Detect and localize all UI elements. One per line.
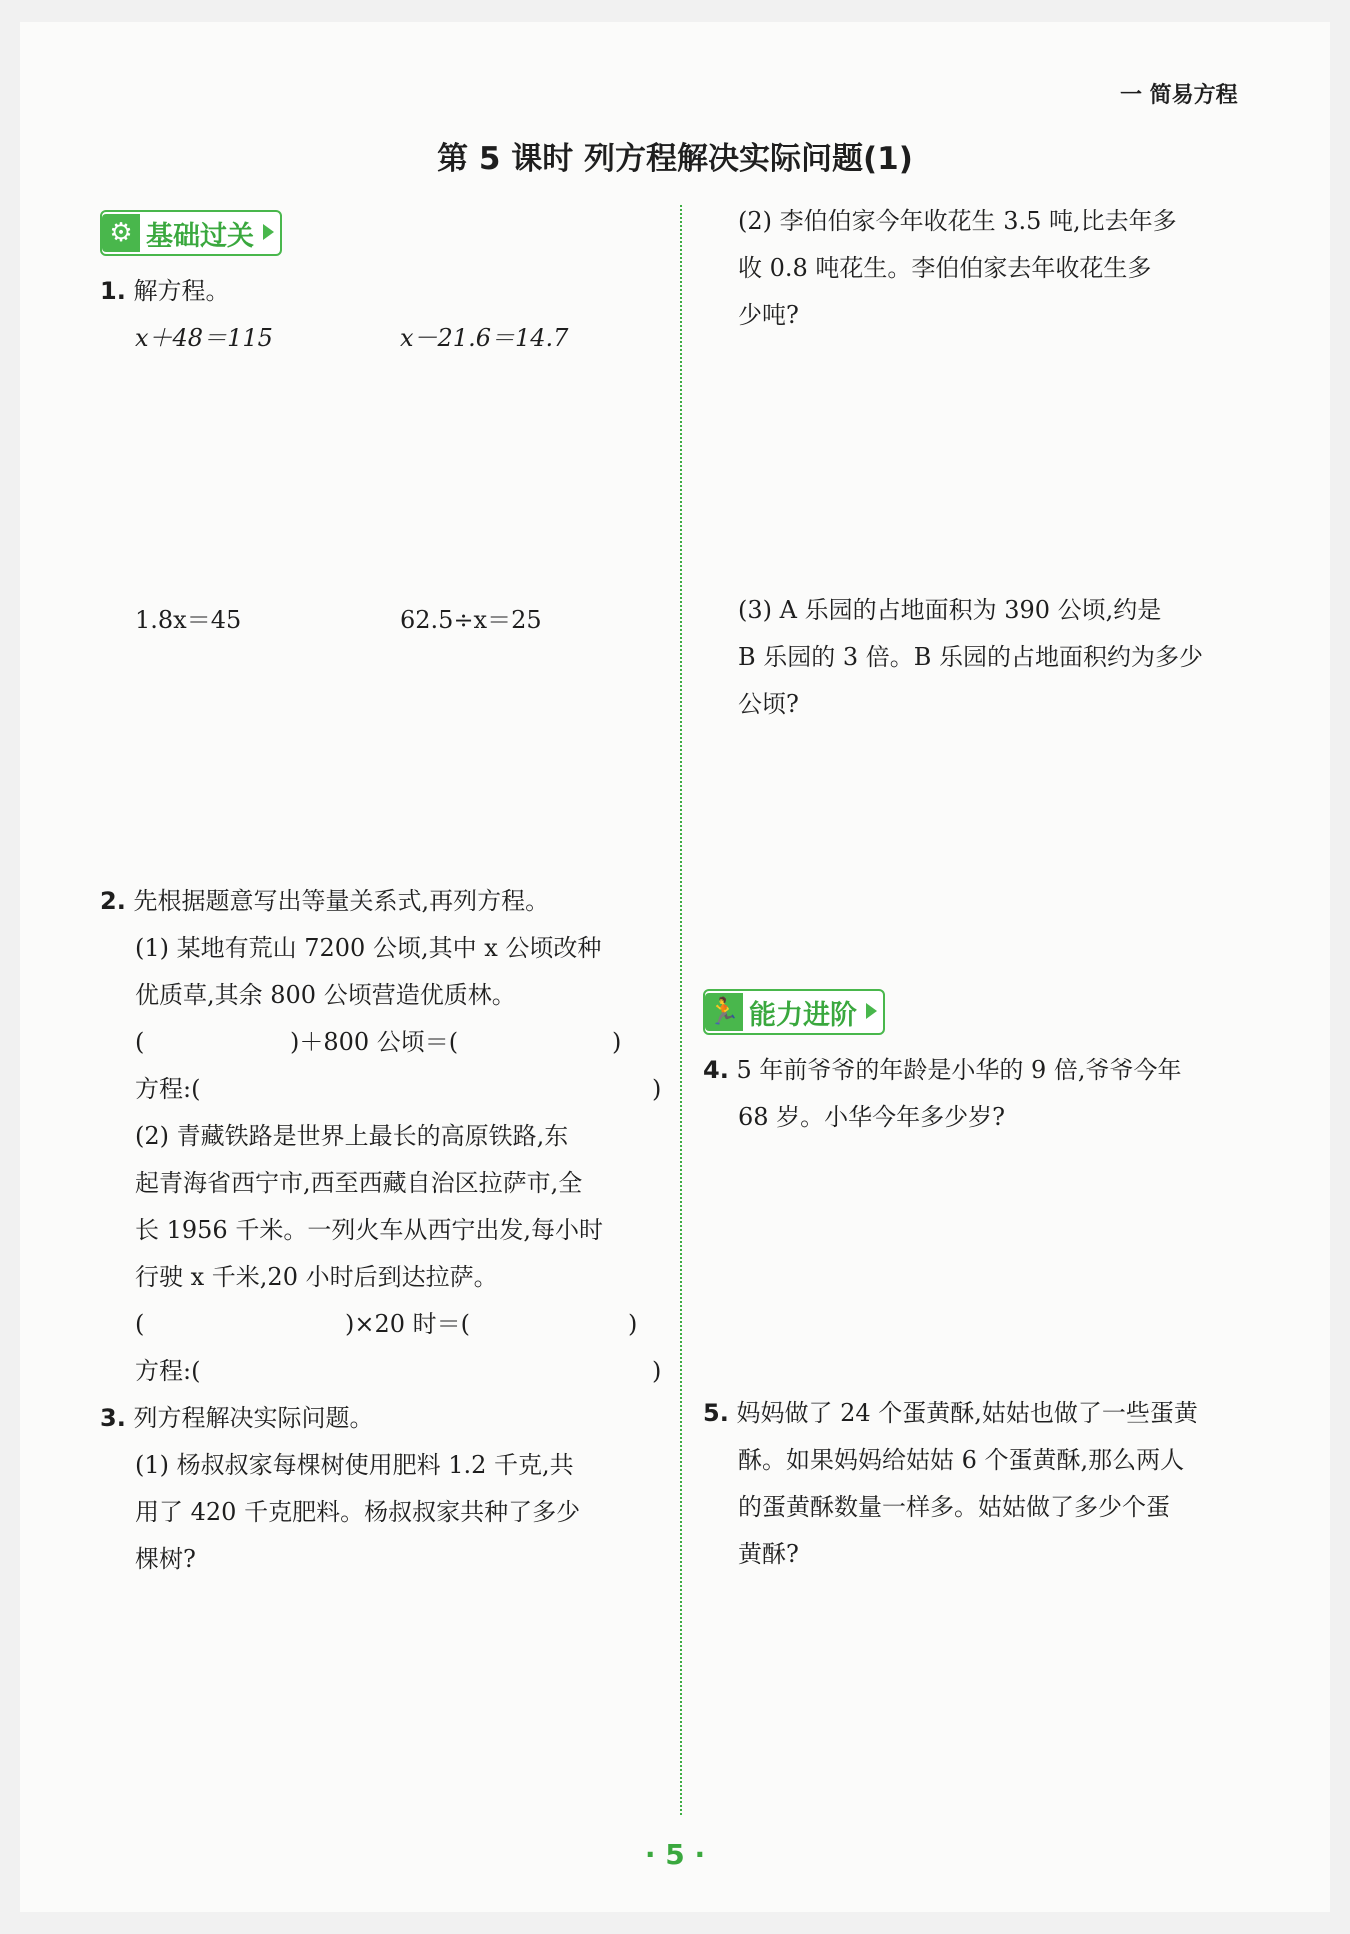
- question-1: [100, 268, 229, 315]
- column-divider: [680, 205, 682, 1815]
- question-number: 4.: [703, 1056, 729, 1084]
- equation-1: x＋48＝115: [135, 324, 273, 352]
- q2-p1-equation-right: ): [652, 1075, 662, 1103]
- q2-p1-line1: (1) 某地有荒山 7200 公顷,其中 x 公顷改种: [135, 934, 602, 962]
- section-banner-advanced: [703, 989, 885, 1035]
- question-2: [100, 878, 549, 925]
- q2-p2-line4: 行驶 x 千米,20 小时后到达拉萨。: [135, 1263, 498, 1291]
- q3-p3-line3: 公顷?: [738, 690, 799, 718]
- question-number: 5.: [703, 1399, 729, 1427]
- section-advanced-label: 能力进阶: [749, 999, 857, 1031]
- q3-p1-line2: 用了 420 千克肥料。杨叔叔家共种了多少: [135, 1498, 581, 1526]
- section-banner-basic: [100, 210, 282, 256]
- equation-4: 62.5÷x＝25: [400, 606, 542, 634]
- chapter-label: 一 简易方程: [1120, 83, 1238, 108]
- question-text: 列方程解决实际问题。: [133, 1404, 374, 1432]
- q2-p1-equation-label[interactable]: 方程:(: [135, 1075, 201, 1103]
- question-5: [703, 1390, 1198, 1437]
- runner-icon: 🏃: [705, 993, 743, 1031]
- q2-p2-blank-right: ): [628, 1310, 638, 1338]
- lesson-title: 第 5 课时 列方程解决实际问题(1): [437, 141, 913, 177]
- q2-p2-line1: (2) 青藏铁路是世界上最长的高原铁路,东: [135, 1122, 569, 1150]
- q5-line2: 酥。如果妈妈给姑姑 6 个蛋黄酥,那么两人: [738, 1446, 1185, 1474]
- arrow-right-icon: [866, 1003, 877, 1019]
- q5-line1: 妈妈做了 24 个蛋黄酥,姑姑也做了一些蛋黄: [736, 1399, 1198, 1427]
- q2-p2-line2: 起青海省西宁市,西至西藏自治区拉萨市,全: [135, 1169, 583, 1197]
- q5-line3: 的蛋黄酥数量一样多。姑姑做了多少个蛋: [738, 1493, 1170, 1521]
- q2-p2-blank-left[interactable]: (: [135, 1310, 145, 1338]
- q3-p3-line2: B 乐园的 3 倍。B 乐园的占地面积约为多少: [738, 643, 1204, 671]
- section-basic-label: 基础过关: [146, 220, 254, 252]
- question-3: [100, 1395, 373, 1442]
- question-number: 3.: [100, 1404, 126, 1432]
- arrow-right-icon: [263, 224, 274, 240]
- question-number: 1.: [100, 277, 126, 305]
- q3-p2-line1: (2) 李伯伯家今年收花生 3.5 吨,比去年多: [738, 207, 1177, 235]
- q3-p1-line1: (1) 杨叔叔家每棵树使用肥料 1.2 千克,共: [135, 1451, 574, 1479]
- q5-line4: 黄酥?: [738, 1540, 799, 1568]
- question-text: 解方程。: [133, 277, 230, 305]
- question-text: 先根据题意写出等量关系式,再列方程。: [133, 887, 550, 915]
- q3-p1-line3: 棵树?: [135, 1545, 196, 1573]
- q2-p1-blank-mid[interactable]: )＋800 公顷＝(: [290, 1028, 459, 1056]
- q2-p1-blank-right: ): [612, 1028, 622, 1056]
- q2-p1-blank-left[interactable]: (: [135, 1028, 145, 1056]
- q2-p1-line2: 优质草,其余 800 公顷营造优质林。: [135, 981, 516, 1009]
- equation-3: 1.8x＝45: [135, 606, 242, 634]
- page-number: · 5 ·: [644, 1838, 706, 1871]
- q2-p2-equation-right: ): [652, 1357, 662, 1385]
- q3-p3-line1: (3) A 乐园的占地面积为 390 公顷,约是: [738, 596, 1162, 624]
- q2-p2-equation-label[interactable]: 方程:(: [135, 1357, 201, 1385]
- q2-p2-blank-mid[interactable]: )×20 时＝(: [345, 1310, 471, 1338]
- gear-icon: ⚙: [102, 214, 140, 252]
- q2-p2-line3: 长 1956 千米。一列火车从西宁出发,每小时: [135, 1216, 603, 1244]
- q4-line2: 68 岁。小华今年多少岁?: [738, 1103, 1006, 1131]
- equation-2: x－21.6＝14.7: [400, 324, 569, 352]
- question-4: [703, 1047, 1182, 1094]
- q4-line1: 5 年前爷爷的年龄是小华的 9 倍,爷爷今年: [736, 1056, 1182, 1084]
- q3-p2-line2: 收 0.8 吨花生。李伯伯家去年收花生多: [738, 254, 1152, 282]
- q3-p2-line3: 少吨?: [738, 301, 799, 329]
- question-number: 2.: [100, 887, 126, 915]
